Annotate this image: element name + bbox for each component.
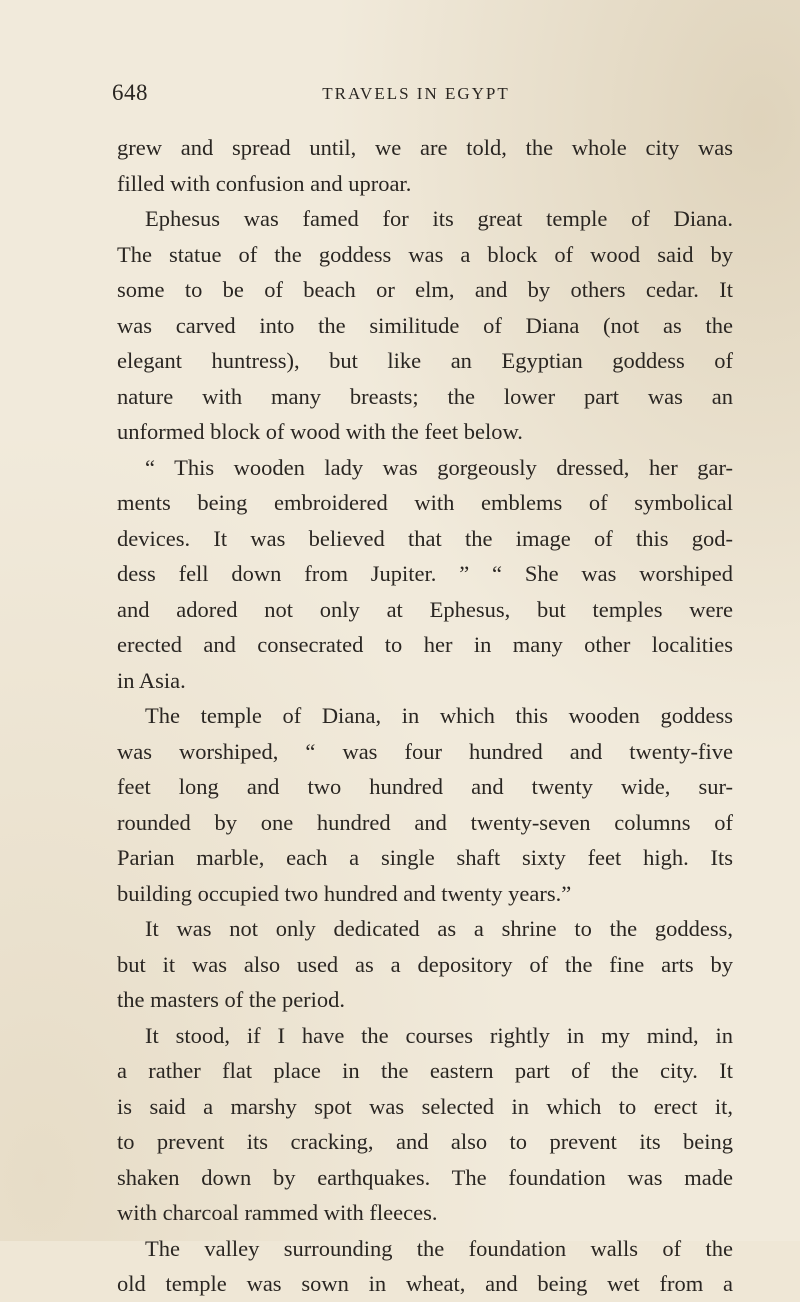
text-line: The temple of Diana, in which this wooden goddess (145, 703, 733, 728)
text-line: It was not only dedicated as a shrine to the goddess, (145, 916, 733, 941)
running-title: TRAVELS IN EGYPT (322, 84, 510, 103)
page-number: 648 (112, 80, 148, 105)
text-line: was carved into the similitude of Diana (not as the (117, 312, 733, 338)
body-text (117, 130, 733, 1302)
text-line: with charcoal rammed with fleeces. (117, 1200, 438, 1225)
text-line: The statue of the goddess was a block of wood said by (117, 241, 733, 267)
running-head (112, 80, 720, 110)
text-line: Ephesus was famed for its great temple of Diana. (145, 206, 733, 231)
text-line: rounded by one hundred and twenty-seven columns of (117, 809, 733, 835)
text-line: devices. It was believed that the image of this god- (117, 525, 733, 551)
text-line: a rather flat place in the eastern part of the city. It (117, 1058, 733, 1083)
text-line: the masters of the period. (117, 987, 346, 1012)
text-line: “ This wooden lady was gorgeously dressed, her gar- (145, 454, 733, 480)
text-line: and adored not only at Ephesus, but temples were (117, 596, 733, 622)
text-line: feet long and two hundred and twenty wide, sur- (117, 774, 733, 799)
text-line: erected and consecrated to her in many other localities (117, 632, 733, 657)
text-line: in Asia. (117, 667, 186, 693)
text-line: was worshiped, “ was four hundred and twenty-five (117, 738, 733, 764)
text-line: Parian marble, each a single shaft sixty feet high. Its (117, 845, 733, 870)
text-line: grew and spread until, we are told, the whole city was (117, 135, 733, 160)
text-line: shaken down by earthquakes. The foundation was made (117, 1164, 733, 1190)
text-line: ments being embroidered with emblems of symbolical (117, 490, 733, 515)
text-line: some to be of beach or elm, and by others cedar. It (117, 277, 733, 302)
text-line: old temple was sown in wheat, and being wet from a (117, 1271, 733, 1296)
text-line: dess fell down from Jupiter. ” “ She was worshiped (117, 561, 733, 586)
text-line: to prevent its cracking, and also to prevent its being (117, 1129, 733, 1154)
text-line: The valley surrounding the foundation walls of the (145, 1235, 733, 1261)
text-line: building occupied two hundred and twenty years.” (117, 880, 572, 906)
text-line: It stood, if I have the courses rightly in my mind, in (145, 1022, 733, 1048)
text-line: elegant huntress), but like an Egyptian goddess of (117, 348, 733, 373)
text-line: nature with many breasts; the lower part was an (117, 383, 733, 409)
text-line: is said a marshy spot was selected in which to erect it, (117, 1093, 733, 1119)
text-line: but it was also used as a depository of the fine arts by (117, 951, 733, 977)
text-line: filled with confusion and uproar. (117, 170, 412, 196)
text-line: unformed block of wood with the feet below. (117, 419, 523, 444)
